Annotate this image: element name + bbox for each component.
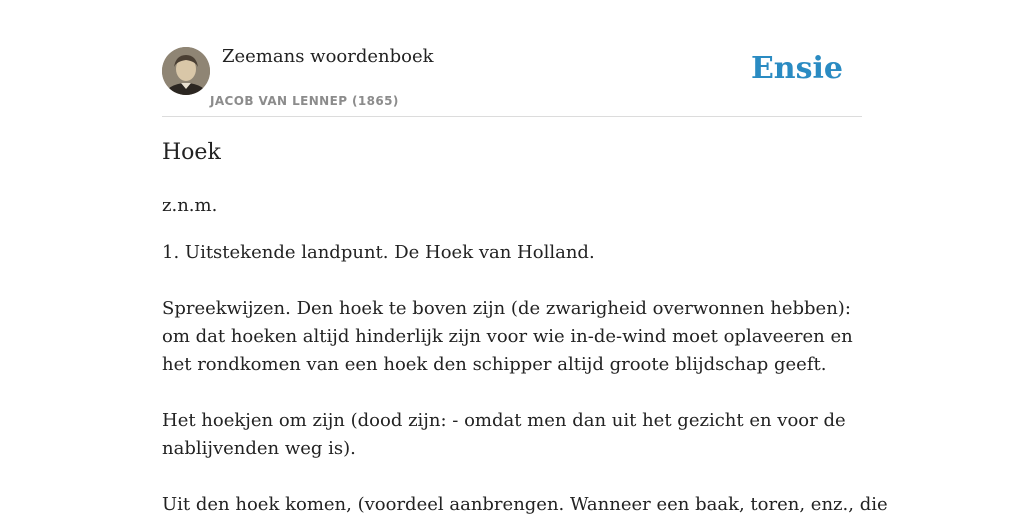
expression-paragraph: Uit den hoek komen, (voordeel aanbrengen. Wanneer een baak, toren, enz., die <box>162 494 888 515</box>
expression-paragraph: Spreekwijzen. Den hoek te boven zijn (de zwarigheid overwonnen hebben): om dat hoeken altijd hinderlijk zijn voor wie in-de-wind moet oplaveeren en het rondkomen van een hoek den schipper altijd groote blijdschap geeft. <box>162 298 853 375</box>
header <box>162 0 862 117</box>
expression-paragraph: Het hoekjen om zijn (dood zijn: - omdat men dan uit het gezicht en voor de nablijvenden weg is). <box>162 410 846 459</box>
entry-title: Hoek <box>162 140 221 165</box>
book-title[interactable]: Zeemans woordenboek <box>222 46 434 67</box>
definition-paragraph: 1. Uitstekende landpunt. De Hoek van Holland. <box>162 242 595 263</box>
page <box>162 0 888 515</box>
author-portrait-icon[interactable] <box>162 47 210 95</box>
author-name[interactable]: JACOB VAN LENNEP (1865) <box>210 94 399 108</box>
part-of-speech: z.n.m. <box>162 195 218 216</box>
ensie-logo[interactable]: Ensie <box>750 51 843 86</box>
